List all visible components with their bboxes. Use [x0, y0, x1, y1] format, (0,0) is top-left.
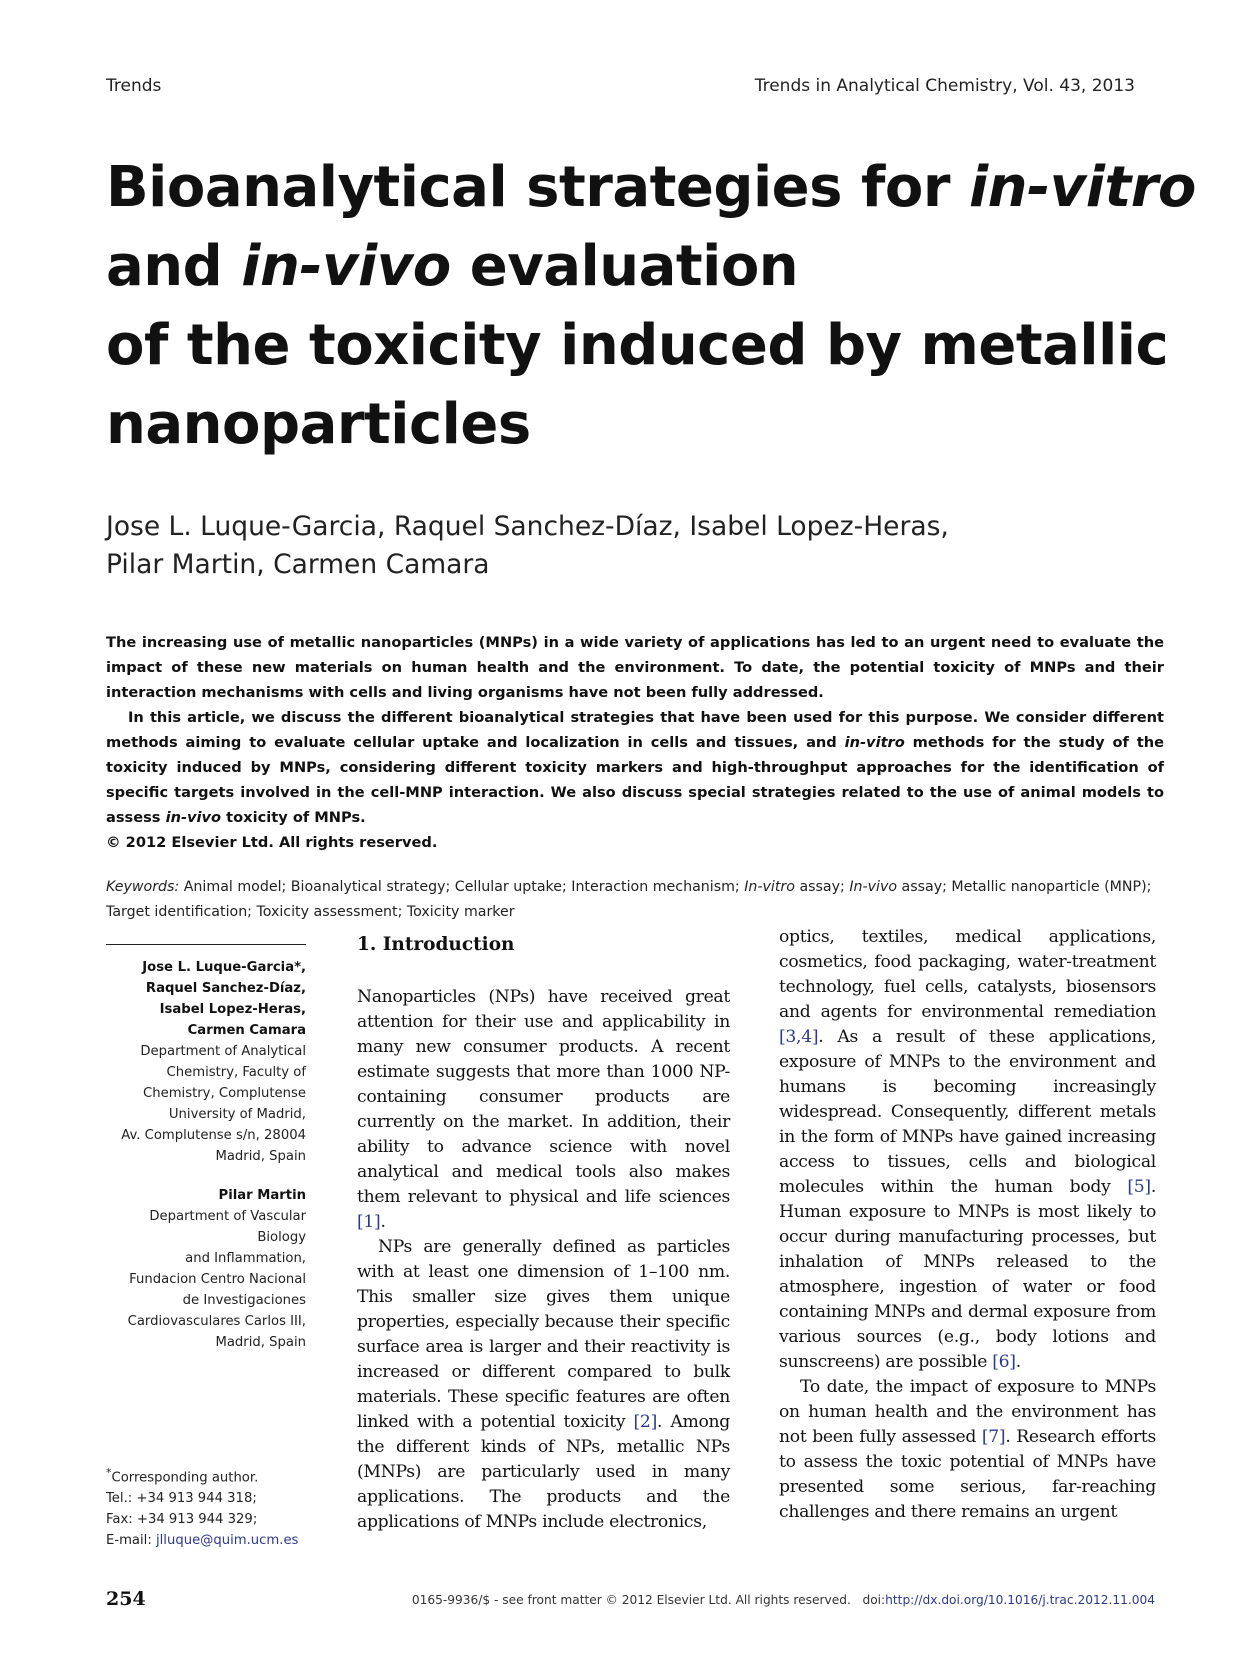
body-text: . Among the different kinds of NPs, metallic NPs (MNPs) are particularly used in many applications. The products and the applications of MNPs include electronics,: [357, 1412, 730, 1532]
corresponding-tel: Tel.: +34 913 944 318;: [106, 1491, 257, 1507]
affiliation-address-line: Fundacion Centro Nacional: [129, 1272, 306, 1287]
footer-front-matter: [412, 1593, 1155, 1607]
title-italic-invitro: in-vitro: [968, 155, 1196, 220]
keywords-text-a: Animal model; Bioanalytical strategy; Cellular uptake; Interaction mechanism;: [179, 879, 745, 895]
doi-link[interactable]: http://dx.doi.org/10.1016/j.trac.2012.11.004: [885, 1593, 1155, 1607]
affiliation-address-line: Department of Analytical: [140, 1044, 306, 1059]
abstract-p2-text-c: toxicity of MNPs.: [221, 809, 366, 826]
body-column-1: [357, 985, 730, 1535]
title-italic-invivo: in-vivo: [241, 234, 451, 299]
affiliation-name: Carmen Camara: [187, 1023, 306, 1038]
affiliation-address-line: Department of Vascular Biology: [149, 1209, 306, 1245]
copyright-line: © 2012 Elsevier Ltd. All rights reserved.: [106, 834, 438, 851]
body-text: . Research efforts to assess the toxic potential of MNPs have presented some serious, far-reaching challenges and there remains an urgent: [779, 1427, 1156, 1522]
body-paragraph: [779, 1375, 1156, 1525]
citation-link[interactable]: [1]: [357, 1212, 381, 1232]
corresponding-star: *: [106, 1466, 112, 1479]
title-line1: Bioanalytical strategies for: [106, 155, 969, 220]
title-line3: of the toxicity induced by metallic: [106, 313, 1169, 378]
citation-link[interactable]: [2]: [633, 1412, 657, 1432]
affiliations: [106, 944, 306, 1353]
body-text: Nanoparticles (NPs) have received great attention for their use and applicability in many new consumer products. A recent estimate suggests that more than 1000 NP-containing consumer products are currently on the market. In addition, their ability to advance science with novel analytical and medical tools also makes them relevant to physical and life sciences: [357, 987, 730, 1207]
affiliation-name: Pilar Martin: [218, 1188, 306, 1203]
affiliation-address-line: Chemistry, Faculty of: [166, 1065, 306, 1080]
affiliation-address-line: de Investigaciones: [182, 1293, 306, 1308]
affiliation-address-line: Av. Complutense s/n, 28004: [121, 1128, 306, 1143]
body-text: . As a result of these applications, exposure of MNPs to the environment and humans is becoming increasingly widespread. Consequently, different metals in the form of MNPs have gained increasing access to tissues, cells and biological molecules within the human body: [779, 1027, 1156, 1197]
abstract-p2-italic-b: in-vivo: [165, 809, 222, 826]
corresponding-email-link[interactable]: jlluque@quim.ucm.es: [155, 1533, 299, 1549]
body-paragraph: [357, 985, 730, 1235]
corresponding-email-label: E-mail:: [106, 1533, 156, 1549]
body-paragraph: [357, 1235, 730, 1535]
affiliation-name: Jose L. Luque-Garcia*,: [142, 960, 306, 975]
section-heading: 1. Introduction: [357, 934, 515, 955]
running-header-left: Trends: [106, 76, 162, 96]
body-paragraph: [779, 925, 1156, 1375]
title-line2-start: and: [106, 234, 242, 299]
affiliation-address-line: Cardiovasculares Carlos III,: [127, 1314, 306, 1329]
abstract: [106, 630, 1164, 855]
body-text: . Human exposure to MNPs is most likely to occur during manufacturing processes, but inhalation of MNPs released to the atmosphere, ingestion of water or food containing MNPs and dermal exposure from various sources (e.g., body lotions and sunscreens) are possible: [779, 1177, 1156, 1372]
affiliation-address-line: University of Madrid,: [168, 1107, 306, 1122]
affiliation-address-line: Madrid, Spain: [215, 1335, 306, 1350]
title-line4: nanoparticles: [106, 392, 531, 457]
keywords-italic-a: In-vitro: [744, 879, 795, 895]
abstract-p2-italic-a: in-vitro: [844, 734, 905, 751]
abstract-p2-text-a: In this article, we discuss the different bioanalytical strategies that have been used for this purpose. We consider different methods aiming to evaluate cellular uptake and localization in cells and tissues, and: [106, 709, 1164, 751]
keywords-text-c: assay; Metallic nanoparticle (MNP); Target identification; Toxicity assessment; Toxicity marker: [106, 879, 1152, 920]
corresponding-label: Corresponding author.: [111, 1470, 259, 1486]
abstract-paragraph-1: The increasing use of metallic nanoparticles (MNPs) in a wide variety of applications has led to an urgent need to evaluate the impact of these new materials on human health and the environment. To date, the potential toxicity of MNPs and their interaction mechanisms with cells and living organisms have not been fully addressed.: [106, 634, 1164, 701]
abstract-p2-text-b: methods for the study of the toxicity induced by MNPs, considering different toxicity markers and high-throughput approaches for the identification of specific targets involved in the cell-MNP interaction. We also discuss special strategies related to the use of animal models to assess: [106, 734, 1164, 826]
citation-link[interactable]: [7]: [981, 1427, 1006, 1447]
citation-link[interactable]: [3,4]: [779, 1027, 819, 1047]
keywords-label: Keywords:: [106, 879, 180, 895]
citation-link[interactable]: [6]: [992, 1352, 1016, 1372]
citation-link[interactable]: [5]: [1127, 1177, 1151, 1197]
front-matter-text: 0165-9936/$ - see front matter © 2012 Elsevier Ltd. All rights reserved.: [411, 1593, 851, 1607]
page-number: 254: [106, 1588, 146, 1610]
affiliation-address-line: and Inflammation,: [185, 1251, 306, 1266]
body-text: .: [380, 1212, 386, 1232]
body-text: NPs are generally defined as particles with at least one dimension of 1–100 nm. This smaller size gives them unique properties, especially because their specific surface area is larger and their reactivity is increased or different compared to bulk materials. These specific features are often linked with a potential toxicity: [357, 1237, 730, 1432]
keywords-italic-b: In-vivo: [849, 879, 898, 895]
body-column-2: [779, 925, 1156, 1525]
body-text: To date, the impact of exposure to MNPs on human health and the environment has not been fully assessed: [779, 1377, 1156, 1447]
running-header-journal: Trends in Analytical Chemistry, Vol. 43, 2013: [754, 76, 1135, 96]
authors-line2: Pilar Martin, Carmen Camara: [106, 549, 490, 580]
corresponding-author-note: [106, 1462, 316, 1551]
authors-line1: Jose L. Luque-Garcia, Raquel Sanchez-Díaz, Isabel Lopez-Heras,: [106, 511, 949, 542]
affiliation-name: Raquel Sanchez-Díaz,: [145, 981, 306, 996]
body-text: optics, textiles, medical applications, cosmetics, food packaging, water-treatment technology, fuel cells, catalysts, biosensors and agents for environmental remediation: [779, 927, 1156, 1022]
body-text: .: [1015, 1352, 1021, 1372]
affiliation-address-line: Chemistry, Complutense: [143, 1086, 306, 1101]
affiliation-name: Isabel Lopez-Heras,: [159, 1002, 306, 1017]
affiliation-address-line: Madrid, Spain: [215, 1149, 306, 1164]
affiliation-divider: [106, 944, 306, 945]
abstract-paragraph-2: [106, 705, 1164, 830]
keywords: [106, 875, 1164, 925]
title-line2-end: evaluation: [450, 234, 799, 299]
doi-label: doi:: [862, 1593, 886, 1607]
corresponding-fax: Fax: +34 913 944 329;: [106, 1512, 258, 1528]
author-list: [106, 508, 949, 584]
keywords-text-b: assay;: [794, 879, 850, 895]
article-title: [106, 148, 1196, 464]
